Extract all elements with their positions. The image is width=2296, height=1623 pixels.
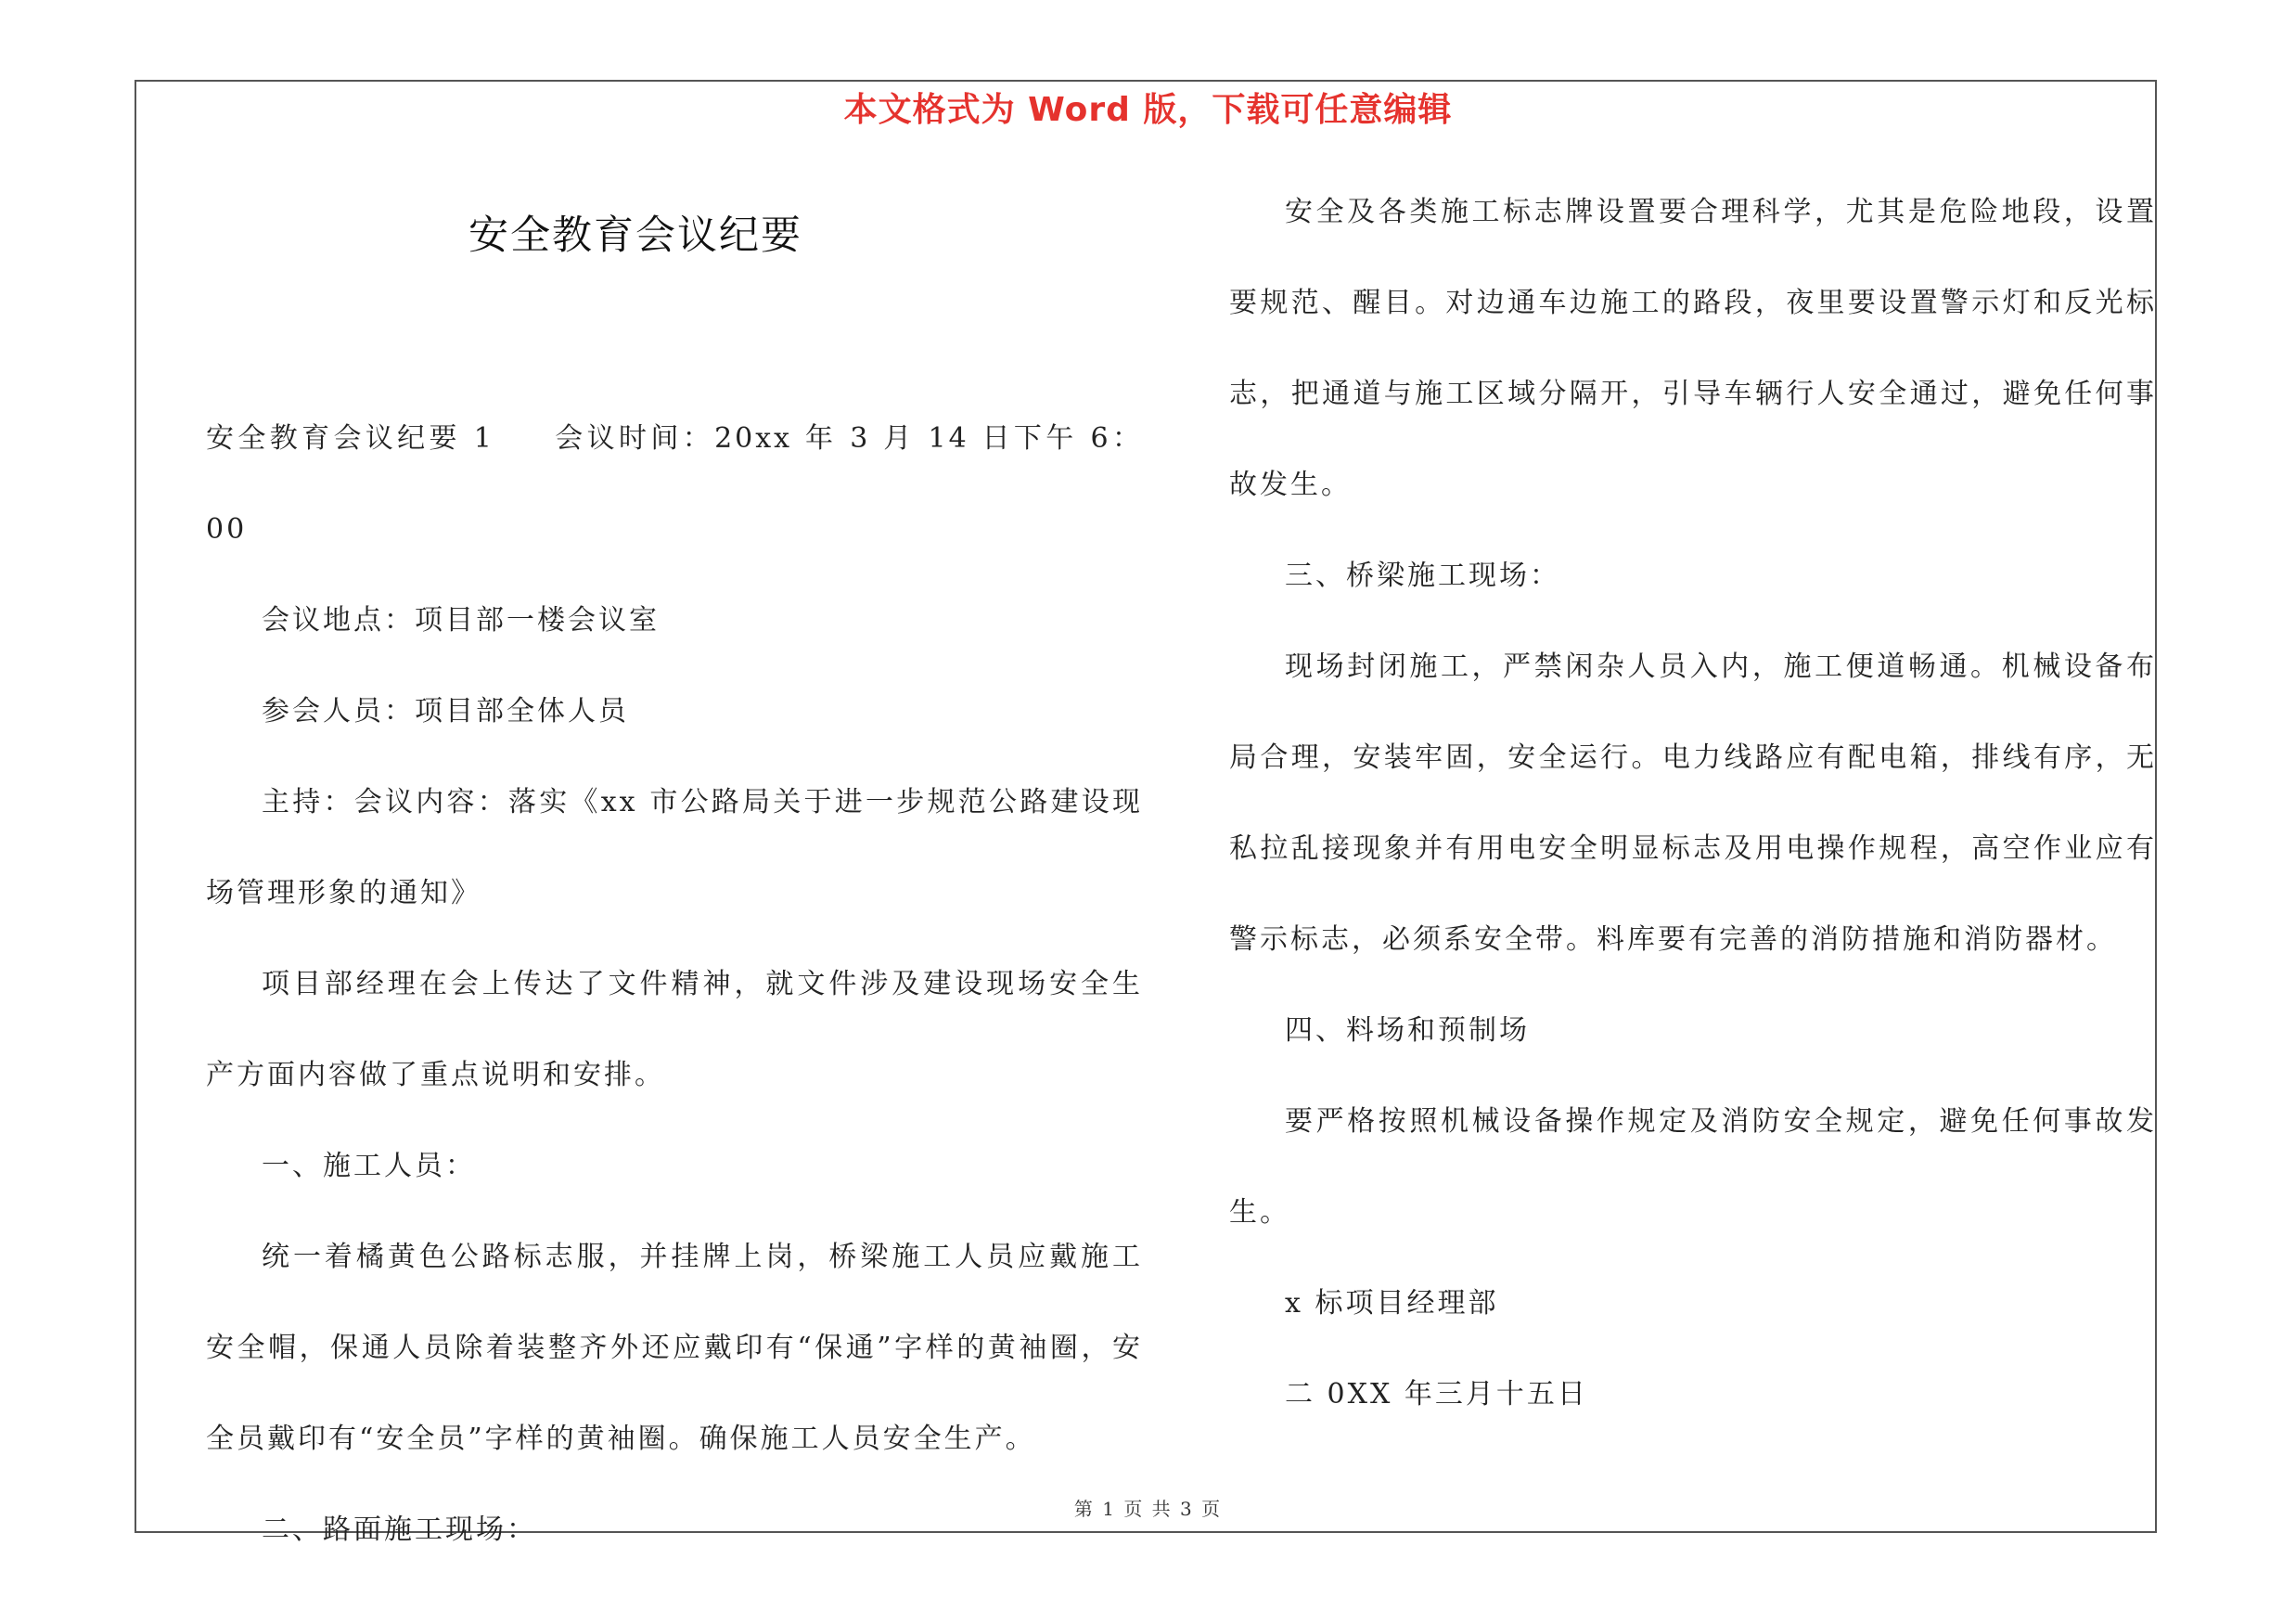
signage-requirements: 安全及各类施工标志牌设置要合理科学，尤其是危险地段，设置要规范、醒目。对边通车边施工的路段，夜里要设置警示灯和反光标志，把通道与施工区域分隔开，引导车辆行人安全通过，避免任何事故发生。 — [1229, 196, 2157, 501]
page-number-footer: 第 1 页 共 3 页 — [1073, 1498, 1223, 1520]
signature-date: 二 0XX 年三月十五日 — [1285, 1378, 1588, 1410]
section-heading-road-site: 二、路面施工现场： — [262, 1514, 537, 1546]
right-text-column — [1229, 167, 2157, 1440]
bridge-site-requirements: 现场封闭施工，严禁闲杂人员入内，施工便道畅通。机械设备布局合理，安装牢固，安全运行。电力线路应有配电箱，排线有序，无私拉乱接现象并有用电安全明显标志及用电操作规程，高空作业应有警示标志，必须系安全带。料库要有完善的消防措施和消防器材。 — [1229, 650, 2157, 956]
section-heading-bridge-site: 三、桥梁施工现场： — [1285, 560, 1560, 592]
meeting-header-line — [206, 393, 1143, 575]
signature-department: x 标项目经理部 — [1285, 1287, 1499, 1320]
section-heading-personnel: 一、施工人员： — [262, 1150, 476, 1182]
document-title: 安全教育会议纪要 — [468, 213, 802, 259]
left-text-column — [206, 393, 1143, 1576]
material-yard-requirements: 要严格按照机械设备操作规定及消防安全规定，避免任何事故发生。 — [1229, 1105, 2157, 1229]
section-heading-material-yard: 四、料场和预制场 — [1285, 1014, 1530, 1047]
host-and-content: 主持：会议内容：落实《xx 市公路局关于进一步规范公路建设现场管理形象的通知》 — [206, 786, 1143, 909]
meeting-time: 会议时间：20xx 年 3 月 14 日下午 6：00 — [206, 422, 1143, 546]
minutes-label: 安全教育会议纪要 1 — [206, 422, 494, 455]
attendees: 参会人员：项目部全体人员 — [262, 695, 629, 728]
meeting-location: 会议地点：项目部一楼会议室 — [262, 604, 660, 637]
manager-remarks: 项目部经理在会上传达了文件精神，就文件涉及建设现场安全生产方面内容做了重点说明和安排。 — [206, 968, 1143, 1091]
personnel-requirements: 统一着橘黄色公路标志服，并挂牌上岗，桥梁施工人员应戴施工安全帽，保通人员除着装整齐外还应戴印有“保通”字样的黄袖圈，安全员戴印有“安全员”字样的黄袖圈。确保施工人员安全生产。 — [206, 1241, 1143, 1455]
format-notice-banner: 本文格式为 Word 版，下载可任意编辑 — [843, 91, 1453, 129]
